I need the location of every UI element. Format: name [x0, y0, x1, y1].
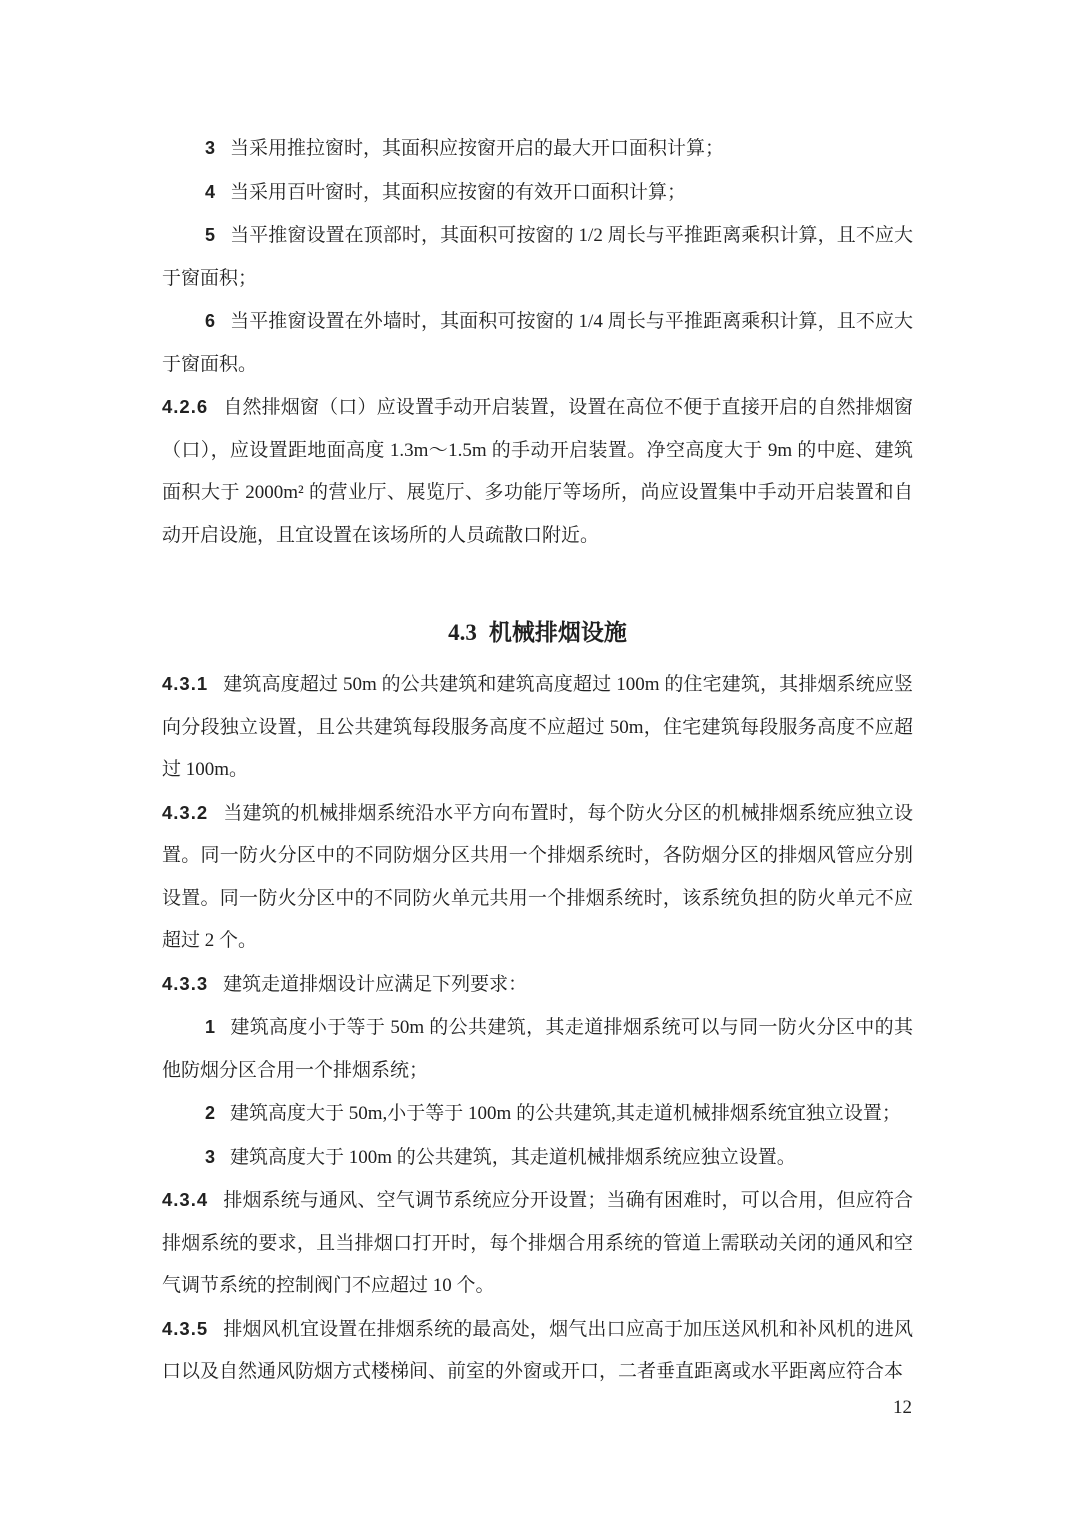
clause-number: 4.2.6	[162, 396, 209, 417]
clause-number: 4.3.2	[162, 801, 209, 823]
section-heading	[162, 609, 913, 657]
list-item	[162, 1092, 913, 1136]
list-item-text: 建筑高度小于等于 50m 的公共建筑，其走道排烟系统可以与同一防火分区中的其他防烟分区合用一个排烟系统；	[162, 1017, 913, 1081]
list-item-number: 1	[205, 1017, 216, 1037]
clause-4-3-3	[162, 963, 913, 1007]
list-item-text: 当平推窗设置在外墙时，其面积可按窗的 1/4 周长与平推距离乘积计算，且不应大于窗面积。	[162, 311, 913, 375]
page-number: 12	[893, 1397, 912, 1418]
clause-4-2-6	[162, 386, 913, 557]
clause-text: 建筑走道排烟设计应满足下列要求：	[223, 973, 528, 995]
page-content	[162, 127, 913, 1394]
clause-4-3-2	[162, 792, 913, 963]
list-item-text: 当采用百叶窗时，其面积应按窗的有效开口面积计算；	[230, 181, 687, 203]
clause-text: 排烟系统与通风、空气调节系统应分开设置；当确有困难时，可以合用，但应符合排烟系统的要求，且当排烟口打开时，每个排烟合用系统的管道上需联动关闭的通风和空气调节系统的控制阀门不应超过 10 个。	[162, 1190, 913, 1296]
clause-number: 4.3.3	[162, 972, 209, 994]
clause-4-3-5	[162, 1308, 913, 1394]
list-item-number: 4	[205, 181, 216, 202]
list-item	[162, 171, 913, 215]
list-item-number: 6	[205, 311, 216, 331]
list-item-number: 5	[205, 225, 216, 245]
clause-4-3-1	[162, 663, 913, 792]
list-item-text: 建筑高度大于 100m 的公共建筑，其走道机械排烟系统应独立设置。	[230, 1146, 796, 1168]
clause-text: 排烟风机宜设置在排烟系统的最高处，烟气出口应高于加压送风机和补风机的进风口以及自然通风防烟方式楼梯间、前室的外窗或开口，二者垂直距离或水平距离应符合本	[162, 1318, 913, 1382]
list-item	[162, 127, 913, 171]
clause-number: 4.3.1	[162, 673, 209, 694]
clause-number: 4.3.5	[162, 1317, 209, 1339]
clause-text: 自然排烟窗（口）应设置手动开启装置，设置在高位不便于直接开启的自然排烟窗（口），应设置距地面高度 1.3m～1.5m 的手动开启装置。净空高度大于 9m 的中庭、建筑面积大于 2000m² 的营业厅、展览厅、多功能厅等场所，尚应设置集中手动开启装置和自动开启设施，且宜设置在该场所的人员疏散口附近。	[162, 397, 913, 546]
clause-text: 当建筑的机械排烟系统沿水平方向布置时，每个防火分区的机械排烟系统应独立设置。同一防火分区中的不同防烟分区共用一个排烟系统时，各防烟分区的排烟风管应分别设置。同一防火分区中的不同防火单元共用一个排烟系统时，该系统负担的防火单元不应超过 2 个。	[162, 802, 913, 951]
section-heading-number: 4.3	[448, 620, 477, 645]
list-item-number: 3	[205, 1146, 216, 1167]
list-item-text: 当平推窗设置在顶部时，其面积可按窗的 1/2 周长与平推距离乘积计算，且不应大于窗面积；	[162, 225, 913, 289]
list-item	[162, 1136, 913, 1180]
list-item	[162, 300, 913, 386]
section-heading-title: 机械排烟设施	[488, 620, 627, 645]
list-item-text: 当采用推拉窗时，其面积应按窗开启的最大开口面积计算；	[230, 138, 725, 159]
list-item	[162, 214, 913, 300]
list-item-number: 2	[205, 1103, 216, 1123]
list-item-number: 3	[205, 138, 216, 158]
clause-number: 4.3.4	[162, 1189, 209, 1210]
list-item-text: 建筑高度大于 50m,小于等于 100m 的公共建筑,其走道机械排烟系统宜独立设置；	[230, 1103, 901, 1124]
list-item	[162, 1006, 913, 1092]
clause-text: 建筑高度超过 50m 的公共建筑和建筑高度超过 100m 的住宅建筑，其排烟系统应竖向分段独立设置，且公共建筑每段服务高度不应超过 50m，住宅建筑每段服务高度不应超过 100m。	[162, 674, 913, 780]
clause-4-3-4	[162, 1179, 913, 1308]
